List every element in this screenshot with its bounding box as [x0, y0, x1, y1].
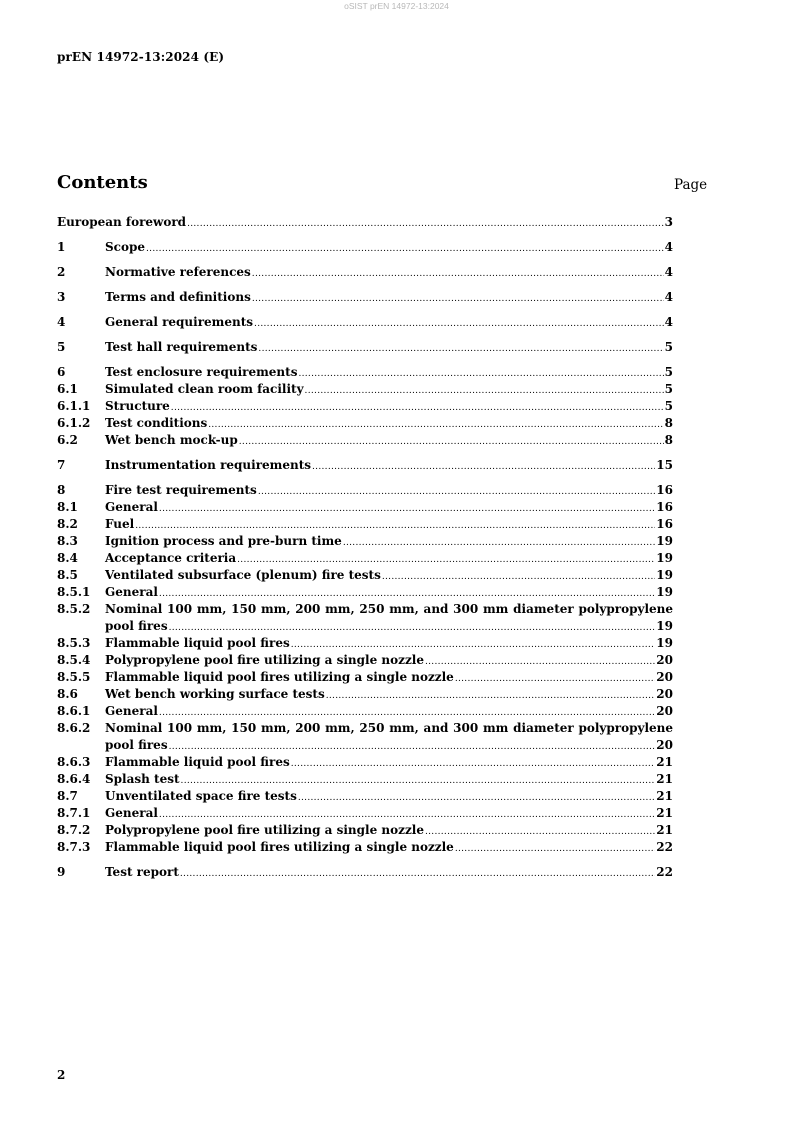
- toc-entry-title: General: [105, 500, 158, 514]
- toc-entry-number: 8.5.1: [57, 585, 91, 599]
- toc-entry-page: 20: [656, 738, 673, 752]
- toc-entry-page: 16: [656, 500, 673, 514]
- toc-entry-number: 5: [57, 340, 66, 354]
- dot-leader: [305, 386, 664, 396]
- toc-entry-continuation[interactable]: [57, 619, 673, 636]
- toc-entry-page: 15: [656, 458, 673, 472]
- dot-leader: [159, 810, 655, 820]
- footer-page-number: 2: [57, 1068, 66, 1082]
- toc-entry-title: Scope: [105, 240, 146, 254]
- toc-entry-title: Nominal 100 mm, 150 mm, 200 mm, 250 mm, and 300 mm diameter polypropylene: [105, 721, 673, 735]
- dot-leader: [425, 657, 655, 667]
- toc-entry-number: 8.5: [57, 568, 78, 582]
- toc-entry-number: 6.1.2: [57, 416, 91, 430]
- toc-entry[interactable]: [57, 416, 673, 433]
- toc-entry-title: Ventilated subsurface (plenum) fire tests: [105, 568, 381, 582]
- dot-leader: [239, 437, 664, 447]
- toc-entry[interactable]: [57, 265, 673, 282]
- toc-entry[interactable]: [57, 500, 673, 517]
- toc-entry-title: Simulated clean room facility: [105, 382, 304, 396]
- dot-leader: [455, 674, 655, 684]
- dot-leader: [298, 369, 663, 379]
- toc-entry[interactable]: [57, 806, 673, 823]
- toc-entry-page: 8: [664, 416, 673, 430]
- toc-entry-page: 4: [664, 315, 673, 329]
- toc-entry-title: General requirements: [105, 315, 254, 329]
- toc-entry[interactable]: [57, 458, 673, 475]
- toc-entry-number: 8.7.1: [57, 806, 91, 820]
- dot-leader: [135, 521, 655, 531]
- dot-leader: [159, 589, 655, 599]
- toc-entry-number: 8.2: [57, 517, 78, 531]
- toc-entry[interactable]: [57, 704, 673, 721]
- toc-entry-page: 5: [664, 382, 673, 396]
- toc-entry-title: Wet bench mock-up: [105, 433, 238, 447]
- toc-entry-number: 6.1.1: [57, 399, 91, 413]
- toc-entry-number: 8.7: [57, 789, 78, 803]
- toc-entry[interactable]: [57, 687, 673, 704]
- toc-entry-page: 19: [656, 619, 673, 633]
- toc-entry-page: 16: [656, 517, 673, 531]
- dot-leader: [326, 691, 656, 701]
- toc-entry-page: 19: [656, 585, 673, 599]
- toc-entry-title: General: [105, 806, 158, 820]
- toc-entry-title: Flammable liquid pool fires utilizing a single nozzle: [105, 840, 454, 854]
- dot-leader: [181, 776, 656, 786]
- toc-entry-page: 3: [664, 215, 673, 229]
- toc-entry-number: 2: [57, 265, 66, 279]
- toc-entry[interactable]: [57, 789, 673, 806]
- watermark: oSIST prEN 14972-13:2024: [344, 1, 449, 11]
- toc-entry-title: Polypropylene pool fire utilizing a single nozzle: [105, 653, 424, 667]
- dot-leader: [298, 793, 655, 803]
- toc-entry-title-continuation: pool fires: [105, 738, 168, 752]
- toc-entry-number: 6.1: [57, 382, 78, 396]
- dot-leader: [146, 244, 664, 254]
- toc-entry-number: 8.6.1: [57, 704, 91, 718]
- toc-entry[interactable]: [57, 517, 673, 534]
- toc-entry[interactable]: [57, 772, 673, 789]
- toc-entry[interactable]: [57, 534, 673, 551]
- dot-leader: [169, 742, 656, 752]
- toc-entry-title: General: [105, 585, 158, 599]
- toc-entry-title: Fuel: [105, 517, 135, 531]
- toc-entry-title: Test report: [105, 865, 179, 879]
- toc-entry-number: 1: [57, 240, 66, 254]
- toc-entry-title-continuation: pool fires: [105, 619, 168, 633]
- toc-entry-number: 8.6.4: [57, 772, 91, 786]
- toc-entry-number: 4: [57, 315, 66, 329]
- dot-leader: [455, 844, 655, 854]
- dot-leader: [258, 344, 663, 354]
- dot-leader: [291, 640, 656, 650]
- toc-entry-page: 4: [664, 290, 673, 304]
- toc-entry[interactable]: [57, 840, 673, 857]
- toc-entry-number: 8.7.3: [57, 840, 91, 854]
- toc-entry-number: 7: [57, 458, 66, 472]
- dot-leader: [180, 869, 655, 879]
- toc-entry[interactable]: [57, 670, 673, 687]
- toc-entry-number: 8.4: [57, 551, 78, 565]
- toc-entry-page: 22: [656, 840, 673, 854]
- toc-entry-number: 8.6.2: [57, 721, 91, 735]
- toc-entry-title: Test enclosure requirements: [105, 365, 298, 379]
- toc-entry-number: 8.7.2: [57, 823, 91, 837]
- dot-leader: [159, 708, 655, 718]
- dot-leader: [254, 319, 664, 329]
- toc-title: Contents: [57, 172, 148, 193]
- toc-entry[interactable]: [57, 721, 673, 738]
- toc-entry-title: Wet bench working surface tests: [105, 687, 325, 701]
- toc-entry[interactable]: [57, 636, 673, 653]
- toc-entry-number: 9: [57, 865, 66, 879]
- toc-entry[interactable]: [57, 382, 673, 399]
- toc-entry-page: 21: [656, 789, 673, 803]
- toc-entry-page: 20: [656, 670, 673, 684]
- toc-entry-title: Flammable liquid pool fires: [105, 636, 290, 650]
- dot-leader: [382, 572, 655, 582]
- toc-entry-title: Unventilated space fire tests: [105, 789, 297, 803]
- toc-entry-page: 5: [664, 399, 673, 413]
- toc-entry-page: 19: [656, 636, 673, 650]
- toc-entry-number: 8.6.3: [57, 755, 91, 769]
- toc-entry-title: Splash test: [105, 772, 180, 786]
- toc-entry[interactable]: [57, 551, 673, 568]
- dot-leader: [312, 462, 655, 472]
- document-id: prEN 14972-13:2024 (E): [57, 50, 225, 64]
- toc-entry-number: 8.1: [57, 500, 78, 514]
- toc-entry-title: Normative references: [105, 265, 251, 279]
- toc-entry-number: 6.2: [57, 433, 78, 447]
- toc-entry-title: Terms and definitions: [105, 290, 251, 304]
- toc-entry-page: 16: [656, 483, 673, 497]
- toc-entry-page: 5: [664, 365, 673, 379]
- dot-leader: [343, 538, 655, 548]
- toc-entry-number: 6: [57, 365, 66, 379]
- toc-entry-title: Test conditions: [105, 416, 208, 430]
- dot-leader: [208, 420, 663, 430]
- toc-entry-title: Instrumentation requirements: [105, 458, 312, 472]
- toc-entry-page: 19: [656, 534, 673, 548]
- dot-leader: [425, 827, 655, 837]
- toc-entry-page: 20: [656, 687, 673, 701]
- toc-entry[interactable]: [57, 290, 673, 307]
- toc-entry[interactable]: [57, 215, 673, 232]
- toc-entry-title: Acceptance criteria: [105, 551, 237, 565]
- dot-leader: [252, 294, 664, 304]
- toc-entry-title: General: [105, 704, 158, 718]
- dot-leader: [159, 504, 655, 514]
- toc-entry-number: 8.5.4: [57, 653, 91, 667]
- toc-entry[interactable]: [57, 585, 673, 602]
- toc-entry-number: 8: [57, 483, 66, 497]
- toc-entry-page: 19: [656, 568, 673, 582]
- toc-entry-title: Ignition process and pre-burn time: [105, 534, 342, 548]
- toc-entry[interactable]: [57, 568, 673, 585]
- toc-entry-page: 5: [664, 340, 673, 354]
- toc-entry[interactable]: [57, 602, 673, 619]
- toc-entry-title: Test hall requirements: [105, 340, 258, 354]
- toc-entry-page: 20: [656, 653, 673, 667]
- toc-entry[interactable]: [57, 315, 673, 332]
- toc-entry-page: 21: [656, 823, 673, 837]
- dot-leader: [187, 219, 664, 229]
- toc-entry[interactable]: [57, 483, 673, 500]
- toc-entry-title: Flammable liquid pool fires: [105, 755, 290, 769]
- toc-entry[interactable]: [57, 433, 673, 450]
- toc-entry-page: 20: [656, 704, 673, 718]
- dot-leader: [169, 623, 656, 633]
- toc-entry-number: 8.5.2: [57, 602, 91, 616]
- toc-entry-page: 19: [656, 551, 673, 565]
- toc-entry[interactable]: [57, 755, 673, 772]
- toc-entry[interactable]: [57, 365, 673, 382]
- toc-entry-title: Flammable liquid pool fires utilizing a single nozzle: [105, 670, 454, 684]
- toc-entry-title: Nominal 100 mm, 150 mm, 200 mm, 250 mm, and 300 mm diameter polypropylene: [105, 602, 673, 616]
- toc-entry-title: Fire test requirements: [105, 483, 257, 497]
- toc-page-column-label: Page: [674, 177, 708, 193]
- dot-leader: [258, 487, 655, 497]
- toc-entry[interactable]: [57, 823, 673, 840]
- toc-entry-number: 8.3: [57, 534, 78, 548]
- toc-entry-page: 21: [656, 755, 673, 769]
- toc-entry[interactable]: [57, 653, 673, 670]
- toc-entry-number: 8.5.5: [57, 670, 91, 684]
- toc-entry-continuation[interactable]: [57, 738, 673, 755]
- table-of-contents: [57, 215, 673, 882]
- toc-entry-page: 8: [664, 433, 673, 447]
- toc-entry-page: 21: [656, 772, 673, 786]
- dot-leader: [252, 269, 664, 279]
- toc-entry-number: 3: [57, 290, 66, 304]
- toc-entry[interactable]: [57, 240, 673, 257]
- toc-entry[interactable]: [57, 340, 673, 357]
- toc-entry-page: 21: [656, 806, 673, 820]
- toc-entry-page: 4: [664, 265, 673, 279]
- toc-entry[interactable]: [57, 865, 673, 882]
- toc-entry-title: European foreword: [57, 215, 187, 229]
- toc-entry-title: Structure: [105, 399, 170, 413]
- toc-entry-page: 22: [656, 865, 673, 879]
- toc-entry-title: Polypropylene pool fire utilizing a single nozzle: [105, 823, 424, 837]
- dot-leader: [291, 759, 656, 769]
- dot-leader: [171, 403, 664, 413]
- toc-entry[interactable]: [57, 399, 673, 416]
- dot-leader: [237, 555, 655, 565]
- toc-entry-number: 8.5.3: [57, 636, 91, 650]
- toc-entry-number: 8.6: [57, 687, 78, 701]
- toc-entry-page: 4: [664, 240, 673, 254]
